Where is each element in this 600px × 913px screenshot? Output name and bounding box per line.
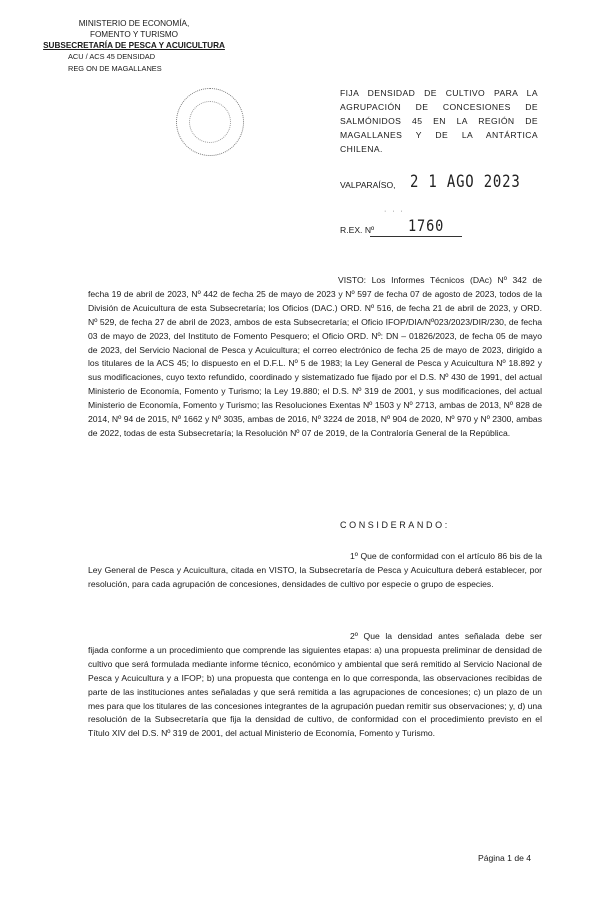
rex-label: R.EX. Nº xyxy=(340,225,375,235)
letterhead xyxy=(34,18,234,51)
document-title: FIJA DENSIDAD DE CULTIVO PARA LA AGRUPACIÓN DE CONCESIONES DE SALMÓNIDOS 45 EN LA REGIÓN DE MAGALLANES Y DE LA ANTÁRTICA CHILENA. xyxy=(340,88,538,154)
rex-underline xyxy=(370,236,462,237)
considerando-heading: CONSIDERANDO: xyxy=(340,520,450,530)
ministry-name: MINISTERIO DE ECONOMÍA, xyxy=(78,19,190,28)
place-label: VALPARAÍSO, xyxy=(340,180,396,190)
subsecretaria-name: SUBSECRETARÍA DE PESCA Y ACUICULTURA xyxy=(43,41,225,50)
reference-code: ACU / ACS 45 DENSIDAD xyxy=(68,52,156,61)
point-2-text: 2º Que la densidad antes señalada debe ser fijada conforme a un procedimiento que comprende las siguientes etapas: a) una propuesta preliminar de densidad de cultivo que será formulada mediante informe técnico, económico y ambiental que será remitido al Servicio Nacional de Pesca y Acuicultura y a IFOP; b) una propuesta que contenga en lo que corresponda, las observaciones recibidas de parte de las instituciones antes señaladas y que será remitida a las agrupaciones de concesiones; c) un plazo de un mes para que los titulares de las concesiones integrantes de la agrupación puedan remitir sus observaciones; y, d) una resolución de la Subsecretaría que fija la densidad de cultivo, de conformidad con el procedimiento previsto en el Título XIV del D.S. Nº 319 de 2001, del actual Ministerio de Economía, Fomento y Turismo. xyxy=(88,631,542,739)
visto-text: VISTO: Los Informes Técnicos (DAc) Nº 342 de fecha 19 de abril de 2023, Nº 442 de fecha 25 de mayo de 2023 y Nº 597 de fecha 07 de agosto de 2023, todos de la División de Acuicultura de esta Subsecretaría; los Oficios (DAC.) ORD. Nº 516, de fecha 21 de abril de 2023, y ORD. Nº 529, de fecha 27 de abril de 2023, ambos de esta Subsecretaría; el Oficio IFOP/DIA/Nº023/2023/DIR/230, de fecha 03 de mayo de 2023, del Instituto de Fomento Pesquero; el Oficio ORD. Nº: DN – 01826/2023, de fecha 05 de mayo de 2023, del Servicio Nacional de Pesca y Acuicultura; el correo electrónico de fecha 25 de mayo de 2023, dirigido a los titulares de la ACS 45; lo dispuesto en el D.F.L. Nº 5 de 1983; la Ley General de Pesca y Acuicultura Nº 18.892 y sus modificaciones, cuyo texto refundido, coordinado y sistematizado fue fijado por el D.S. Nº 430 de 1991, del actual Ministerio de Economía, Fomento y Turismo; la Ley 19.880; el D.S. Nº 319 de 2001, y sus modificaciones, del actual Ministerio de Economía, Fomento y Turismo; las Resoluciones Exentas Nº 1503 y Nº 2713, ambas de 2013, Nº 828 de 2014, Nº 94 de 2015, Nº 1662 y Nº 3035, ambas de 2016, Nº 3224 de 2018, Nº 904 de 2020, Nº 970 y Nº 2300, ambas de 2022, todas de esta Subsecretaría; la Resolución Nº 07 de 2019, de la Contraloría General de la República. xyxy=(88,275,542,438)
region-reference: REG ON DE MAGALLANES xyxy=(68,64,162,73)
handwritten-date: 2 1 AGO 2023 xyxy=(410,172,521,192)
resolution-number: 1760 xyxy=(408,216,445,235)
point-1-text: 1º Que de conformidad con el artículo 86 bis de la Ley General de Pesca y Acuicultura, citada en VISTO, la Subsecretaría de Pesca y Acuicultura deberá establecer, por resolución, para cada agrupación de concesiones, densidades de cultivo por especie o grupo de especies. xyxy=(88,551,542,589)
visto-paragraph xyxy=(88,274,542,441)
considerando-point-2 xyxy=(88,630,542,741)
considerando-point-1 xyxy=(88,550,542,592)
official-stamp xyxy=(176,88,244,156)
ministry-name-2: FOMENTO Y TURISMO xyxy=(89,30,179,39)
page-number: Página 1 de 4 xyxy=(478,853,532,863)
separator-dots: · · · xyxy=(384,208,405,215)
